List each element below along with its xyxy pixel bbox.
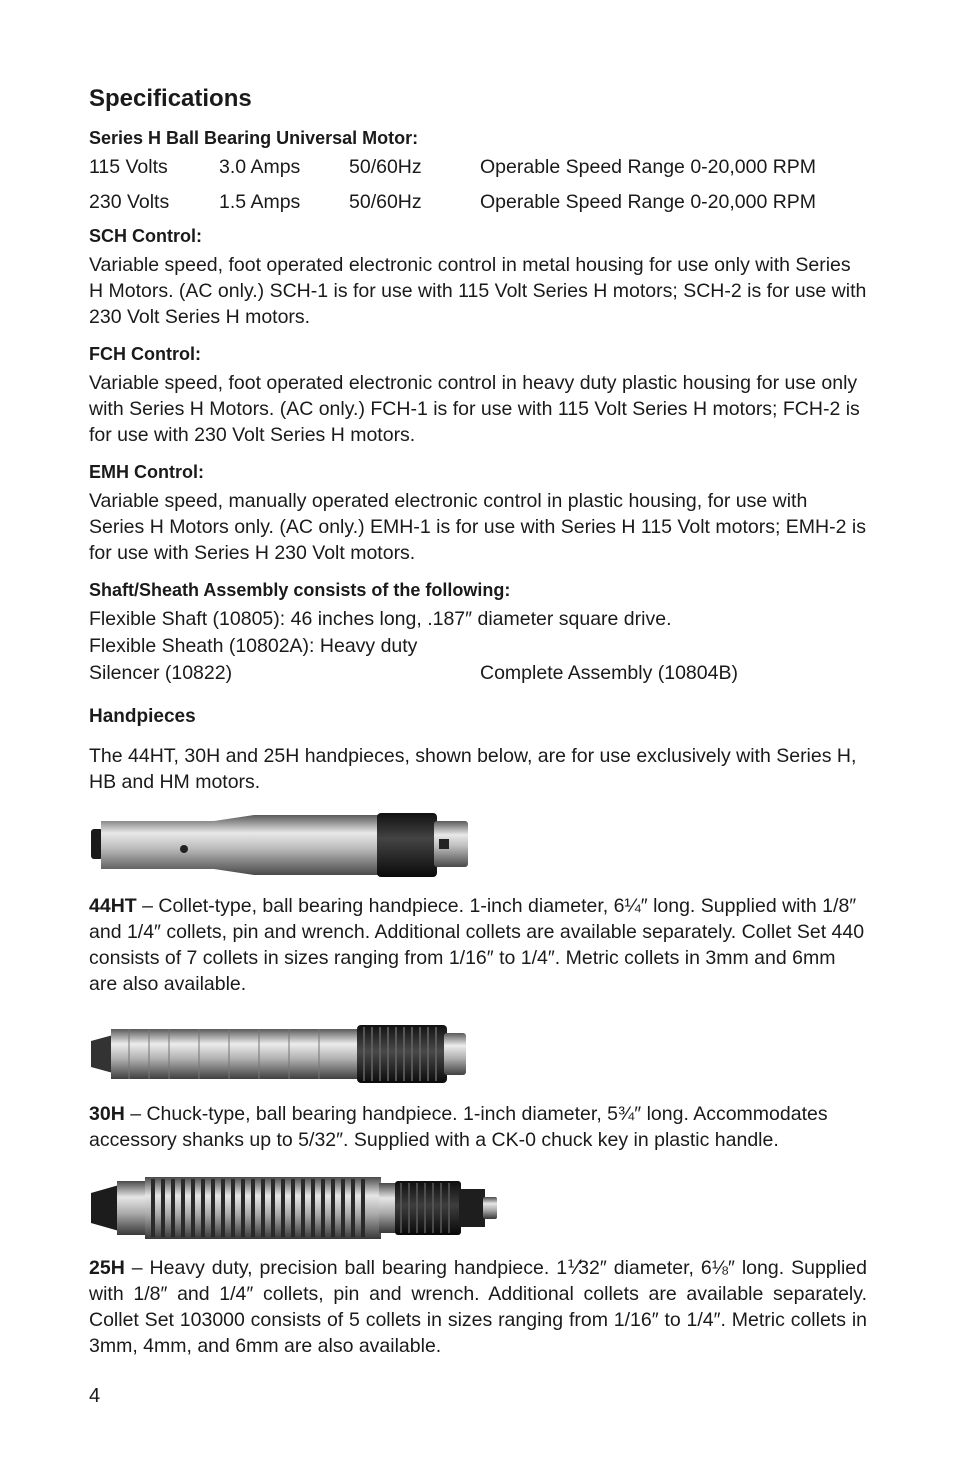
handpieces-intro: The 44HT, 30H and 25H handpieces, shown below, are for use exclusively with Series H, HB and HM motors. xyxy=(89,745,857,793)
shaft-label: Shaft/Sheath Assembly consists of the following: xyxy=(89,580,511,600)
motor-row-1 xyxy=(89,154,867,180)
motor-volts: 230 Volts xyxy=(89,191,170,213)
handpiece-25h-description xyxy=(89,1255,867,1359)
model-name: 44HT xyxy=(89,895,137,917)
model-text: – Heavy duty, precision ball bearing handpiece. 1⅟32″ diameter, 6⅛″ long. Supplied with 1/8″ and 1/4″ collets, pin and wrench. Additional collets are available separately. Collet Set 103000 consists of 5 collets in sizes ranging from 1/16″ to 1/4″. Metric collets in 3mm, 4mm, and 6mm are also available. xyxy=(89,1257,867,1357)
shaft-line-1: Flexible Shaft (10805): 46 inches long, .187″ diameter square drive. xyxy=(89,608,672,630)
model-text: – Collet-type, ball bearing handpiece. 1-inch diameter, 6¼″ long. Supplied with 1/8″ and 1/4″ collets, pin and wrench. Additional collets are available separately. Collet Set 440 consists of 7 collets in sizes ranging from 1/16″ to 1/4″. Metric collets in 3mm and 6mm are also available. xyxy=(89,895,865,995)
motor-row-2 xyxy=(89,189,867,215)
handpiece-30h-description xyxy=(89,1101,867,1153)
shaft-line-3 xyxy=(89,660,867,687)
page-title: Specifications xyxy=(89,85,252,112)
handpiece-25h-image xyxy=(89,1173,501,1243)
complete-assembly-text: Complete Assembly (10804B) xyxy=(480,662,738,684)
model-name: 25H xyxy=(89,1257,125,1279)
page-number: 4 xyxy=(89,1385,101,1407)
emh-text: Variable speed, manually operated electronic control in plastic housing, for use with Series H Motors only. (AC only.) EMH-1 is for use with Series H 115 Volt motors; EMH-2 is for use with Series H 230 Volt motors. xyxy=(89,490,866,564)
handpiece-44ht-description xyxy=(89,893,867,997)
silencer-text: Silencer (10822) xyxy=(89,662,233,684)
handpiece-44ht-image xyxy=(89,809,479,881)
shaft-line-2: Flexible Sheath (10802A): Heavy duty xyxy=(89,635,418,657)
sch-text: Variable speed, foot operated electronic control in metal housing for use only with Series H Motors. (AC only.) SCH-1 is for use with 115 Volt Series H motors; SCH-2 is for use with 230 Volt Series H motors. xyxy=(89,254,867,328)
sch-label: SCH Control: xyxy=(89,226,202,246)
model-name: 30H xyxy=(89,1103,125,1125)
motor-speed: Operable Speed Range 0-20,000 RPM xyxy=(480,191,817,213)
handpiece-30h-image xyxy=(89,1019,474,1089)
emh-label: EMH Control: xyxy=(89,462,204,482)
document-page xyxy=(89,84,867,1359)
fch-text: Variable speed, foot operated electronic control in heavy duty plastic housing for use only with Series H Motors. (AC only.) FCH-1 is for use with 115 Volt Series H motors; FCH-2 is for use with 230 Volt Series H motors. xyxy=(89,372,860,446)
fch-label: FCH Control: xyxy=(89,344,201,364)
motor-amps: 3.0 Amps xyxy=(219,156,301,178)
motor-speed: Operable Speed Range 0-20,000 RPM xyxy=(480,156,817,178)
motor-label: Series H Ball Bearing Universal Motor: xyxy=(89,128,419,148)
motor-volts: 115 Volts xyxy=(89,156,168,178)
motor-amps: 1.5 Amps xyxy=(219,191,301,213)
motor-hz: 50/60Hz xyxy=(349,191,422,213)
motor-hz: 50/60Hz xyxy=(349,156,422,178)
handpieces-heading: Handpieces xyxy=(89,706,196,727)
model-text: – Chuck-type, ball bearing handpiece. 1-inch diameter, 5¾″ long. Accommodates accessory shanks up to 5/32″. Supplied with a CK-0 chuck key in plastic handle. xyxy=(89,1103,828,1151)
